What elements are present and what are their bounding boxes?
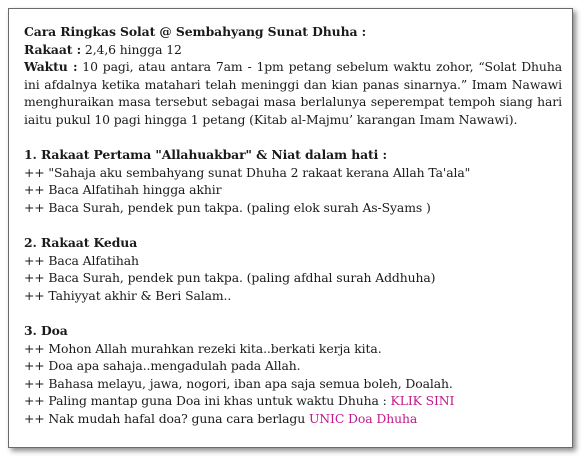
list-item: ++ Baca Surah, pendek pun takpa. (paling elok surah As-Syams )	[24, 199, 431, 215]
klik-sini-link[interactable]: KLIK SINI	[390, 393, 455, 409]
spacer	[24, 217, 562, 235]
rakaat-line	[24, 41, 562, 59]
list-item-text: ++ Paling mantap guna Doa ini khas untuk waktu Dhuha :	[24, 393, 391, 409]
list-item: ++ Tahiyyat akhir & Beri Salam..	[24, 287, 232, 303]
spacer	[24, 129, 562, 147]
list-item: ++ "Sahaja aku sembahyang sunat Dhuha 2 rakaat kerana Allah Ta'ala"	[24, 164, 471, 180]
list-item: ++ Mohon Allah murahkan rezeki kita..berkati kerja kita.	[24, 340, 382, 356]
list-item: ++ Baca Alfatihah	[24, 252, 139, 268]
document-text	[24, 23, 562, 428]
unic-doa-dhuha-link[interactable]: UNIC Doa Dhuha	[308, 411, 418, 427]
section3-heading: 3. Doa	[24, 323, 68, 339]
list-item-text: ++ Nak mudah hafal doa? guna cara berlagu	[24, 411, 309, 427]
rakaat-label: Rakaat :	[24, 41, 82, 57]
section1-heading: 1. Rakaat Pertama "Allahuakbar" & Niat dalam hati :	[24, 147, 387, 163]
rakaat-value: 2,4,6 hingga 12	[81, 41, 182, 57]
list-item: ++ Bahasa melayu, jawa, nogori, iban apa saja semua boleh, Doalah.	[24, 375, 453, 391]
list-item	[24, 392, 562, 410]
section2-heading: 2. Rakaat Kedua	[24, 235, 138, 251]
content-box	[8, 8, 573, 448]
list-item: ++ Baca Alfatihah hingga akhir	[24, 182, 222, 198]
list-item: ++ Doa apa sahaja..mengadulah pada Allah.	[24, 358, 301, 374]
page-title: Cara Ringkas Solat @ Sembahyang Sunat Dhuha :	[24, 24, 367, 39]
list-item: ++ Baca Surah, pendek pun takpa. (paling afdhal surah Addhuha)	[24, 270, 436, 286]
list-item	[24, 410, 562, 428]
waktu-label: Waktu :	[24, 59, 78, 75]
spacer	[24, 305, 562, 323]
waktu-text: 10 pagi, atau antara 7am - 1pm petang sebelum waktu zohor, “Solat Dhuha ini afdalnya ketika matahari telah meninggi dan kian panas sinarnya.” Imam Nawawi menghuraikan masa tersebut sebagai masa berlalunya seperempat tempoh siang hari iaitu pukul 10 pagi hingga 1 petang (Kitab al-Majmu’ karangan Imam Nawawi).	[24, 59, 562, 127]
waktu-paragraph	[24, 58, 562, 128]
